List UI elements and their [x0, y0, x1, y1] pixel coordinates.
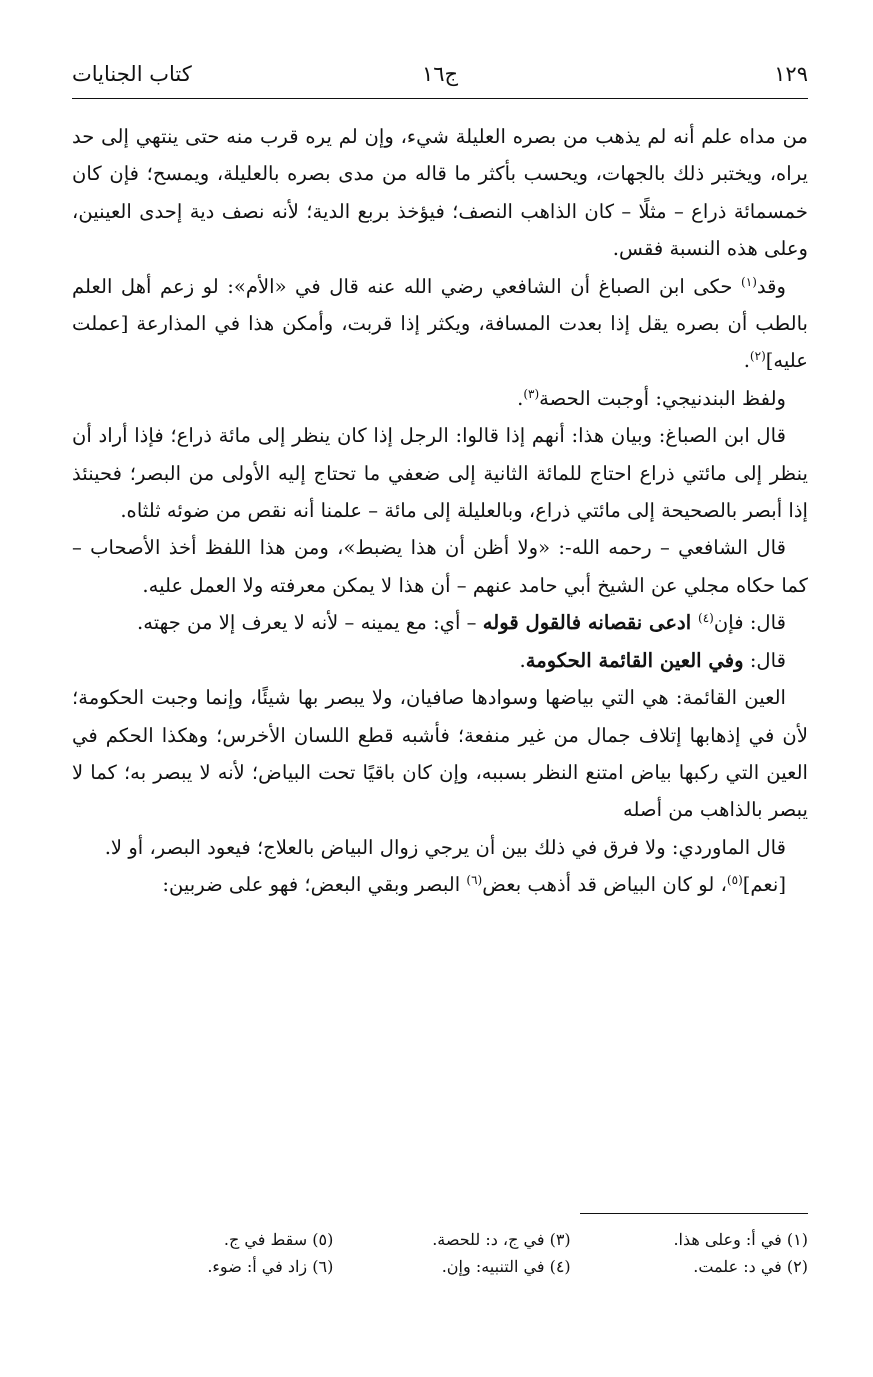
footnote-ref: (٣) [523, 386, 540, 401]
book-title: كتاب الجنايات [72, 62, 192, 86]
footnote: (٣) في ج، د: للحصة. [432, 1230, 571, 1249]
paragraph: [نعم]$^{(٥)}$، لو كان البياض قد أذهب بعض$^{(٦)}$ البصر وبقي البعض؛ فهو على ضربين: [162, 873, 786, 897]
matn-text: وفي العين القائمة الحكومة [525, 648, 744, 672]
footnote: (٤) في التنبيه: وإن. [441, 1257, 571, 1276]
paragraph: وقد$^{(١)}$ حكى ابن الصباغ أن الشافعي رضي الله عنه قال في «الأم»: لو زعم أهل العلم بالطب أن بصره يقل إذا بعدت المسافة، ويكثر إذا قربت، وأمكن هذا في المذارعة [عملت عليه]$^{(٢)}$. [72, 274, 808, 373]
paragraph: قال ابن الصباغ: وبيان هذا: أنهم إذا قالوا: الرجل إذا كان ينظر إلى مائة ذراع؛ فإذا أراد أن ينظر إلى مائتي ذراع احتاج للمائة الثانية إلى ضعفي ما تحتاج إليه الأولى من البصر؛ فحينئذ إذا أبصر بالصحيحة إلى مائتي ذراع، وبالعليلة إلى مائة – علمنا أنه نقص من ضوئه ثلثاه. [72, 424, 808, 523]
footnote: (١) في أ: وعلى هذا. [673, 1230, 808, 1249]
footnote-ref: (٦) [466, 873, 483, 888]
header-divider [72, 98, 808, 99]
footnote: (٢) في د: علمت. [693, 1257, 808, 1276]
footnote: (٥) سقط في ج. [223, 1230, 334, 1249]
paragraph: قال: فإن$^{(٤)}$ ادعى نقصانه فالقول قوله – أي: مع يمينه – لأنه لا يعرف إلا من جهته. [137, 611, 786, 635]
paragraph: من مداه علم أنه لم يذهب من بصره العليلة شيء، وإن لم يره قرب منه حتى ينتهي إلى حد يراه، ويختبر ذلك بالجهات، ويحسب بأكثر ما قاله من مدى بصره بالعليلة، ويمسح؛ فإن كان خمسمائة ذراع – مثلًا – كان الذاهب النصف؛ فيؤخذ بربع الدية؛ لأنه نصف دية إحدى العينين، وعلى هذه النسبة فقس. [72, 125, 808, 261]
paragraph: ولفظ البندنيجي: أوجبت الحصة$^{(٣)}$. [517, 386, 786, 410]
page-header [72, 56, 808, 96]
footnote: (٦) زاد في أ: ضوء. [207, 1257, 334, 1276]
paragraph: قال الشافعي – رحمه الله-: «ولا أظن أن هذا يضبط»، ومن هذا اللفظ أخذ الأصحاب – كما حكاه مجلي عن الشيخ أبي حامد عنهم – أن هذا لا يمكن معرفته ولا العمل عليه. [72, 536, 808, 597]
main-text [72, 118, 808, 904]
footnotes [96, 1226, 808, 1280]
paragraph: قال الماوردي: ولا فرق في ذلك بين أن يرجي زوال البياض بالعلاج؛ فيعود البصر، أو لا. [104, 835, 786, 859]
footnote-divider [580, 1213, 808, 1214]
footnote-ref: (٢) [749, 349, 766, 364]
matn-text: ادعى نقصانه فالقول قوله [482, 611, 699, 635]
footnote-ref: (٤) [698, 611, 714, 626]
page-number: ١٢٩ [774, 62, 808, 86]
footnote-ref: (١) [741, 274, 757, 289]
paragraph: قال: وفي العين القائمة الحكومة. [519, 648, 786, 672]
volume-label: ج١٦ [421, 62, 459, 86]
paragraph: العين القائمة: هي التي بياضها وسوادها صافيان، ولا يبصر بها شيئًا، وإنما وجبت الحكومة؛ لأن في إذهابها إتلاف جمال من غير منفعة؛ فأشبه قطع اللسان الأخرس؛ وهكذا الحكم في العين التي ركبها بياض امتنع النظر بسببه، وإن كان باقيًا تحت البياض؛ لأنه لا يبصر به؛ كما لا يبصر بالذاهب من أصله [72, 686, 808, 822]
footnote-ref: (٥) [726, 873, 743, 888]
